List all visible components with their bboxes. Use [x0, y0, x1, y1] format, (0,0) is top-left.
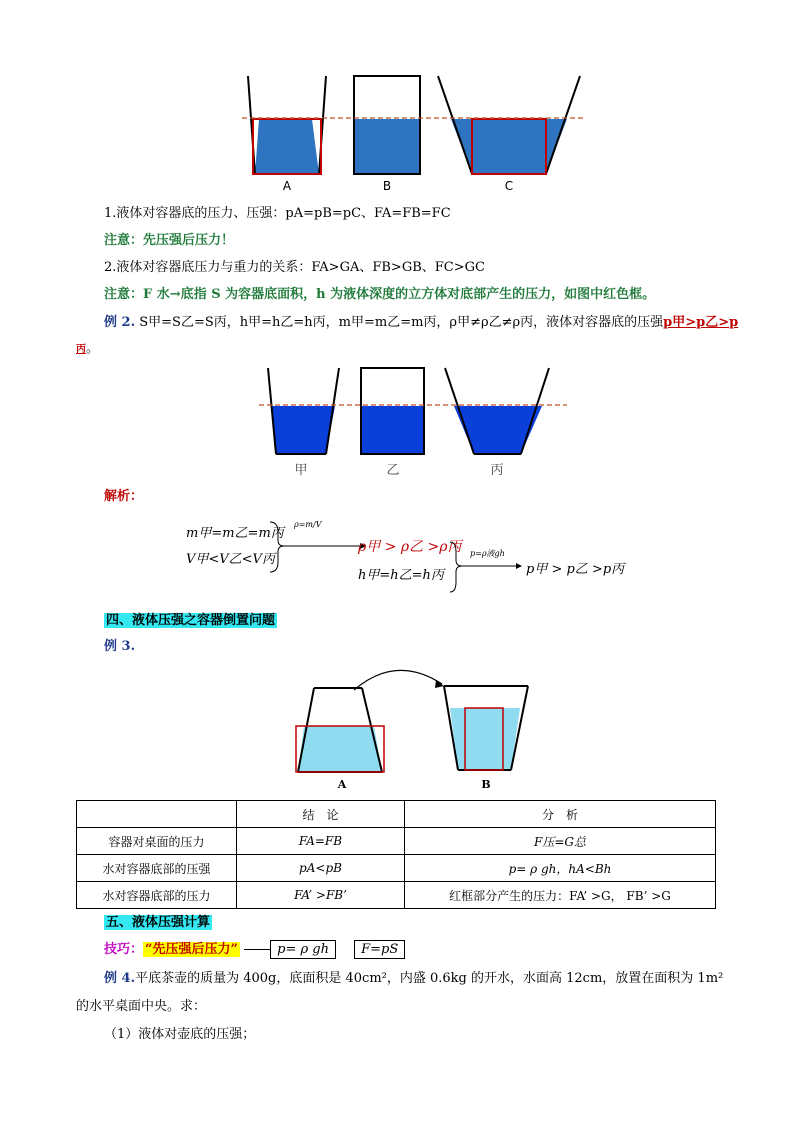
container-a-liquid [255, 119, 319, 174]
table-header [77, 801, 237, 828]
example4-text2: 的水平桌面中央。求： [76, 999, 207, 1014]
container-yi-liquid [361, 406, 424, 454]
note2-body: F 水→底指 S 为容器底面积，h 为液体深度的立方体对底部产生的压力，如图中红色框。 [143, 287, 656, 302]
tip-label: 技巧： [104, 942, 144, 957]
analysis-label: 解析： [104, 489, 144, 504]
example2 [104, 314, 738, 332]
note2-prefix: 注意： [104, 287, 144, 302]
example2-answer: p甲>p乙>p [663, 315, 739, 330]
tip-formula-force: F=pS [354, 940, 405, 959]
analysis-height: h甲=h乙=h丙 [358, 568, 444, 583]
label-a: A [282, 179, 292, 193]
label-b-fig3: B [481, 778, 491, 791]
arrow1-label: ρ=m/V [294, 520, 322, 529]
text-line1: 1.液体对容器底的压力、压强：pA=pB=pC、FA=FB=FC [104, 206, 451, 221]
section5-heading [104, 914, 212, 932]
container-a-water [298, 726, 382, 772]
label-bing: 丙 [490, 463, 504, 478]
table-cell: 水对容器底部的压强 [77, 855, 237, 882]
tip-formula-pressure: p= ρ gh [270, 940, 336, 959]
analysis-mass: m甲=m乙=m丙 [186, 526, 284, 541]
table-row [77, 828, 716, 855]
example2-answer-end: 丙 [76, 344, 86, 355]
table-row [77, 855, 716, 882]
label-a-fig3: A [337, 778, 347, 791]
figure-inverted-container [292, 660, 532, 792]
label-b: B [382, 179, 392, 193]
example2-label: 例 2. [104, 315, 136, 330]
table-header: 结 论 [237, 801, 405, 828]
table-cell: pA<pB [237, 855, 405, 882]
analysis-volume: V甲<V乙<V丙 [186, 552, 275, 567]
table-cell: FA’ >FB’ [237, 882, 405, 909]
note1: 注意：先压强后压力！ [104, 233, 235, 248]
example2-period: 。 [86, 341, 100, 356]
tip-connector [244, 949, 270, 950]
section5-title: 五、液体压强计算 [106, 915, 211, 930]
example2-text: S甲=S乙=S丙，h甲=h乙=h丙，m甲=m乙=m丙，ρ甲≠ρ乙≠ρ丙，液体对容器底的压强 [139, 315, 664, 330]
container-b-water [450, 708, 520, 770]
figure-containers-abc [240, 74, 585, 196]
analysis-chain [186, 518, 626, 598]
table-cell: p= ρ gh，hA<Bh [405, 855, 716, 882]
example3-label: 例 3. [104, 639, 136, 654]
container-b-liquid [354, 119, 420, 174]
section4-heading [104, 612, 277, 630]
analysis-pressure: p甲 > p乙 >p丙 [526, 562, 625, 577]
example4-label: 例 4. [104, 971, 136, 986]
section4-title: 四、液体压强之容器倒置问题 [106, 613, 276, 628]
container-jia-liquid [272, 406, 335, 454]
example4-question1: （1）液体对壶底的压强； [104, 1027, 256, 1042]
note2 [104, 286, 655, 304]
table-header-row [77, 801, 716, 828]
table-cell: FA=FB [237, 828, 405, 855]
example4-text1: 平底茶壶的质量为 400g，底面积是 40cm²，内盛 0.6kg 的开水，水面高 12cm，放置在面积为 1m² [135, 971, 724, 986]
table-row [77, 882, 716, 909]
arrow2-label: p=ρ液gh [470, 549, 505, 558]
example4 [104, 970, 723, 988]
table-cell: F压=G总 [405, 828, 716, 855]
table-cell: 水对容器底部的压力 [77, 882, 237, 909]
label-jia: 甲 [294, 463, 308, 478]
table-cell: 红框部分产生的压力：FA’ >G， FB’ >G [405, 882, 716, 909]
example2-cont [76, 340, 99, 359]
tip-line [104, 941, 405, 959]
analysis-density: ρ甲 > ρ乙 >ρ丙 [358, 539, 462, 555]
tip-text: “先压强后压力” [145, 942, 238, 957]
label-c: C [504, 179, 514, 193]
label-yi: 乙 [386, 463, 400, 478]
text-line2: 2.液体对容器底压力与重力的关系：FA>GA、FB>GB、FC>GC [104, 260, 485, 275]
table-cell: 容器对桌面的压力 [77, 828, 237, 855]
comparison-table [76, 800, 716, 909]
figure-containers-jia-yi-bing [255, 366, 570, 481]
table-header: 分 析 [405, 801, 716, 828]
